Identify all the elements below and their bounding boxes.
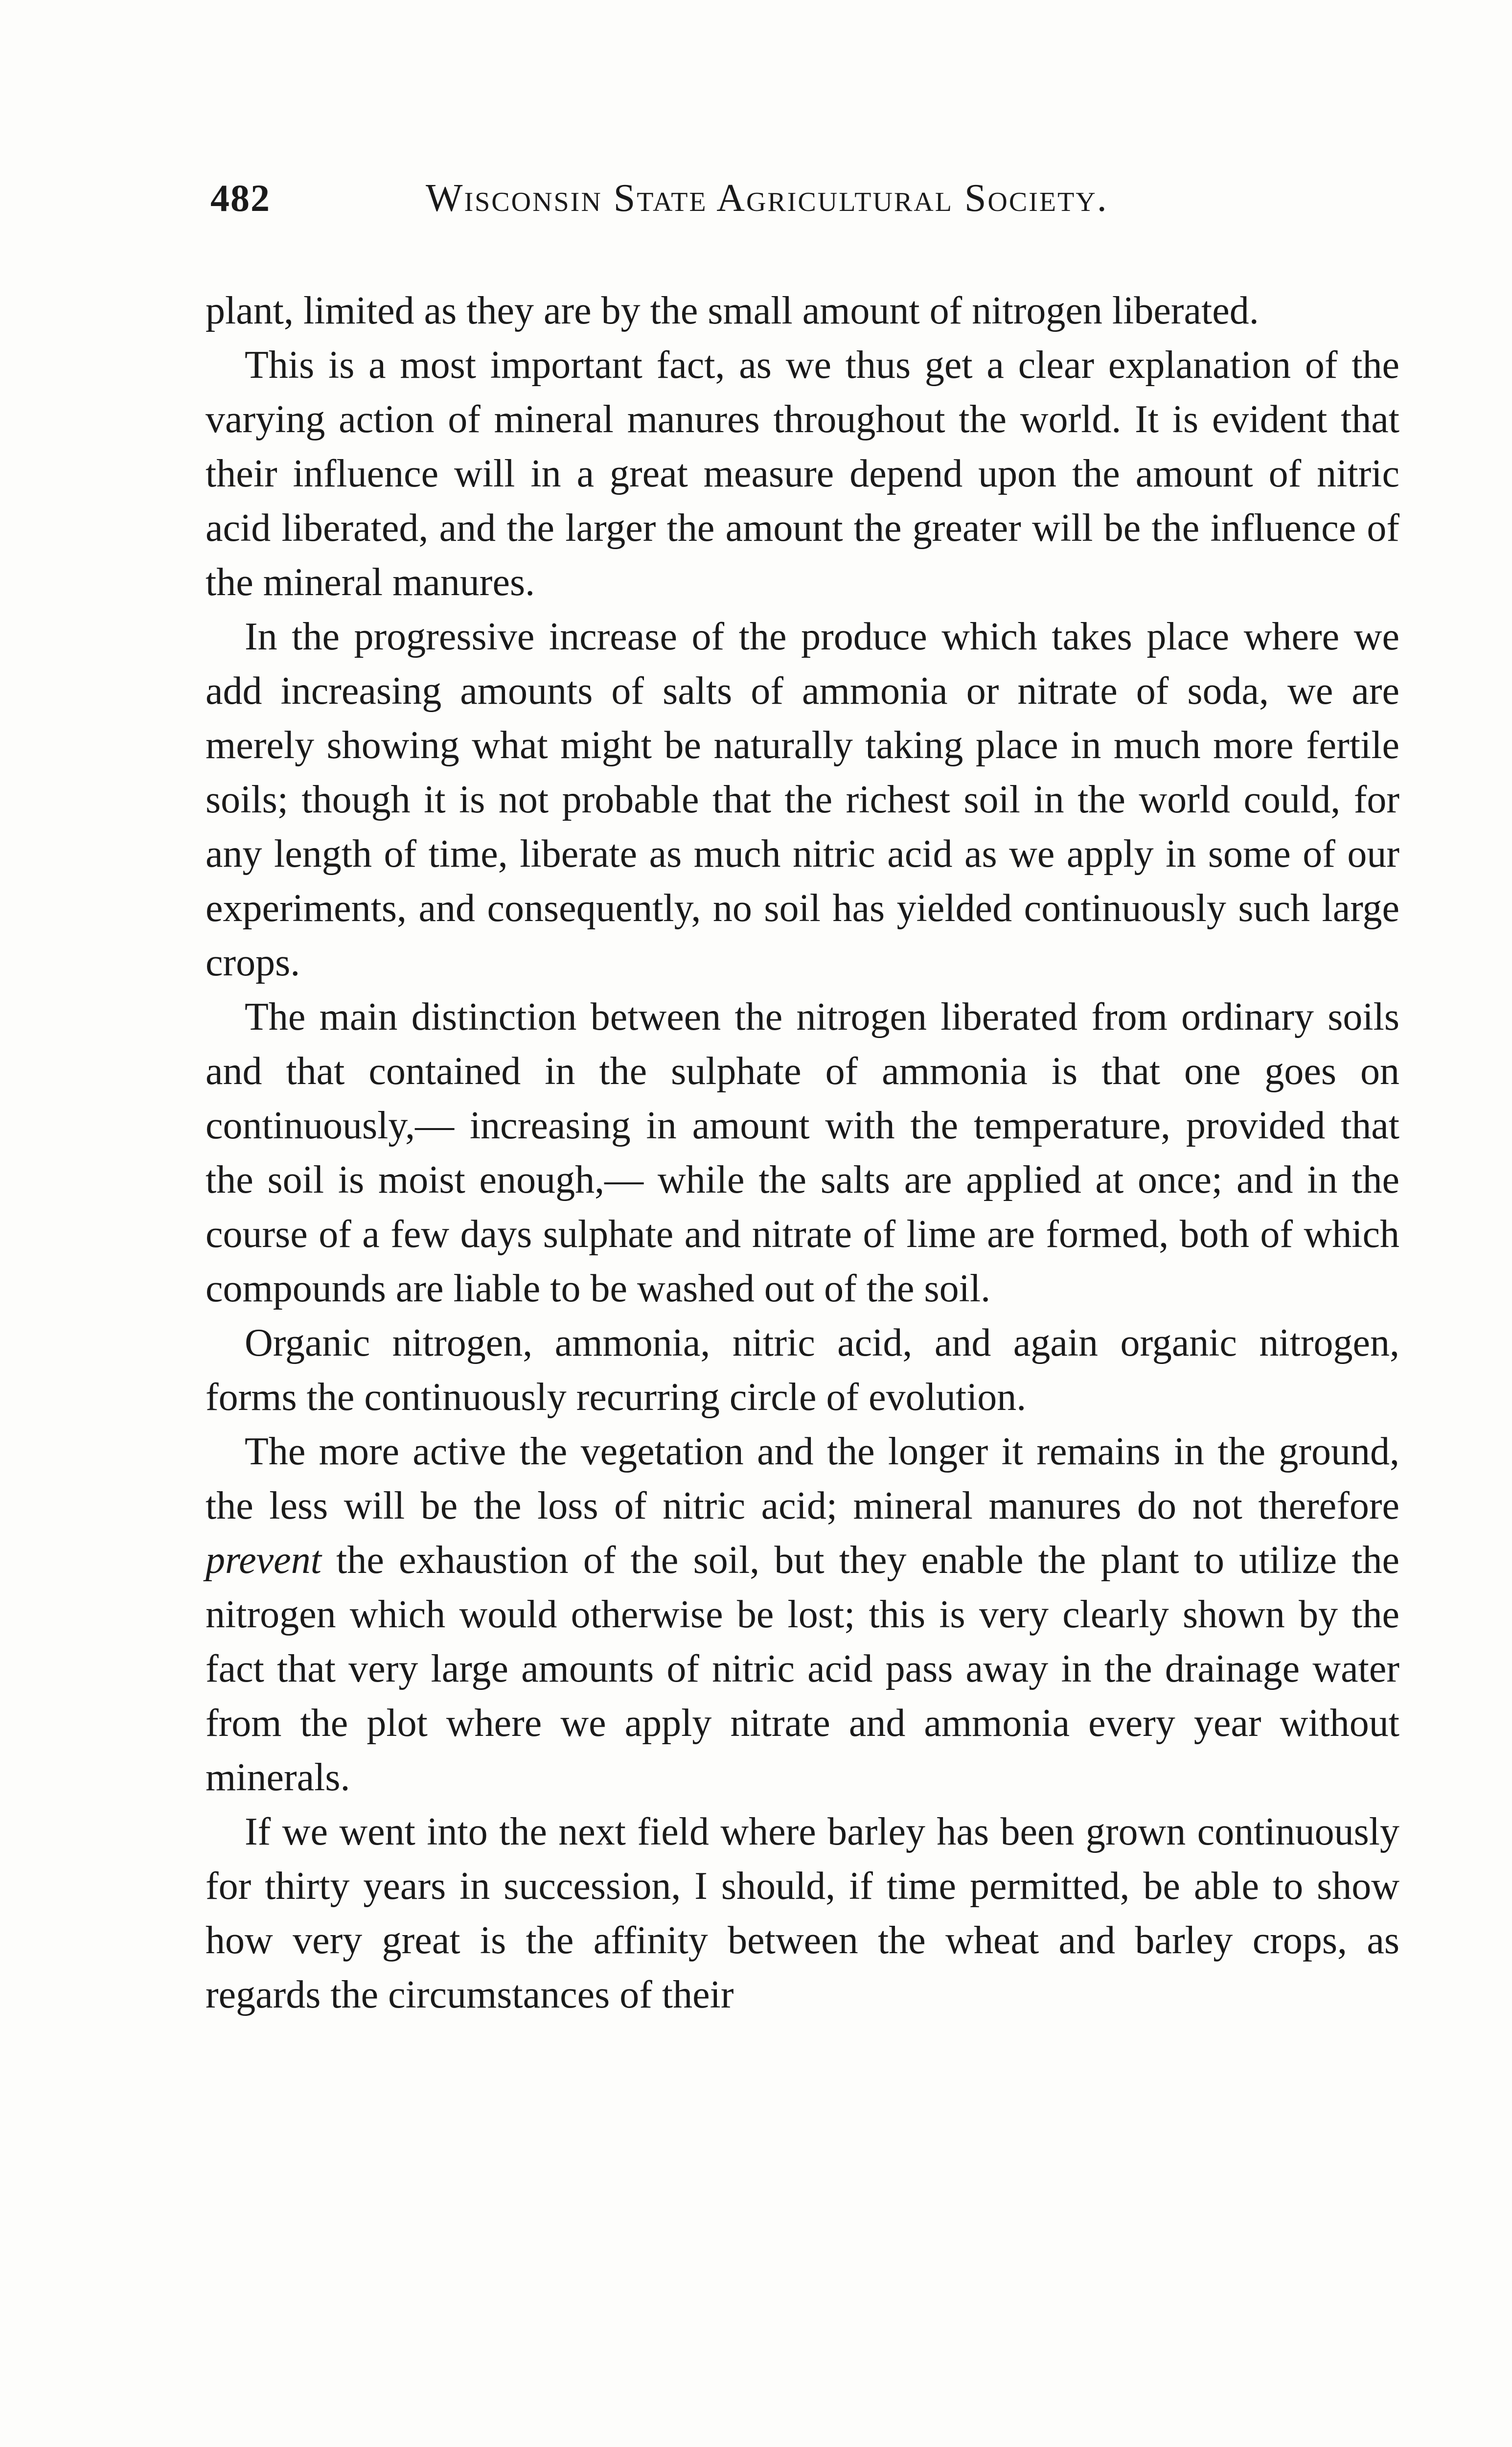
paragraph-progressive-increase: In the progressive increase of the produce which takes place where we add increasing amounts of salts of ammonia or nitrate of soda, we are merely showing what might be naturally taking place in much more fertile soils; though it is not probable that the richest soil in the world could, for any length of time, liberate as much nitric acid as we apply in some of our experiments, and consequently, no soil has yielded continuously such large crops.: [206, 615, 1399, 984]
paragraph-active-vegetation-before: The more active the vegetation and the longer it remains in the ground, the less will be the loss of nitric acid; mineral manures do not therefore: [206, 1430, 1399, 1527]
paragraph-mineral-manures: This is a most important fact, as we thus get a clear explanation of the varying action of mineral manures throughout the world. It is evident that their influence will in a great measure depend upon the amount of nitric acid liberated, and the larger the amount the greater will be the influence of the mineral manures.: [206, 344, 1399, 604]
paragraph-barley-field: If we went into the next field where barley has been grown continuously for thirty years in succession, I should, if time permitted, be able to show how very great is the affinity between the wheat and barley crops, as regards the circumstances of their: [206, 1810, 1399, 2016]
emphasis-prevent: prevent: [206, 1539, 321, 1582]
body-text: [206, 284, 1399, 2022]
page-header: [210, 176, 1248, 230]
paragraph-continuation: plant, limited as they are by the small amount of nitrogen liberated.: [206, 289, 1259, 332]
paragraph-main-distinction: The main distinction between the nitrogen liberated from ordinary soils and that contained in the sulphate of ammonia is that one goes on continuously,— increasing in amount with the temperature, provided that the soil is moist enough,— while the salts are applied at once; and in the course of a few days sulphate and nitrate of lime are formed, both of which compounds are liable to be washed out of the soil.: [206, 995, 1399, 1310]
paragraph-active-vegetation: [206, 1425, 1399, 1805]
paragraph-active-vegetation-after: the exhaustion of the soil, but they enable the plant to utilize the nitrogen which would otherwise be lost; this is very clearly shown by the fact that very large amounts of nitric acid pass away in the drainage water from the plot where we apply nitrate and ammonia every year without minerals.: [206, 1539, 1399, 1799]
paragraph-nitrogen-circle: Organic nitrogen, ammonia, nitric acid, and again organic nitrogen, forms the continuously recurring circle of evolution.: [206, 1321, 1399, 1419]
page-number: 482: [210, 177, 271, 219]
running-title: Wisconsin State Agricultural Society.: [426, 177, 1108, 220]
